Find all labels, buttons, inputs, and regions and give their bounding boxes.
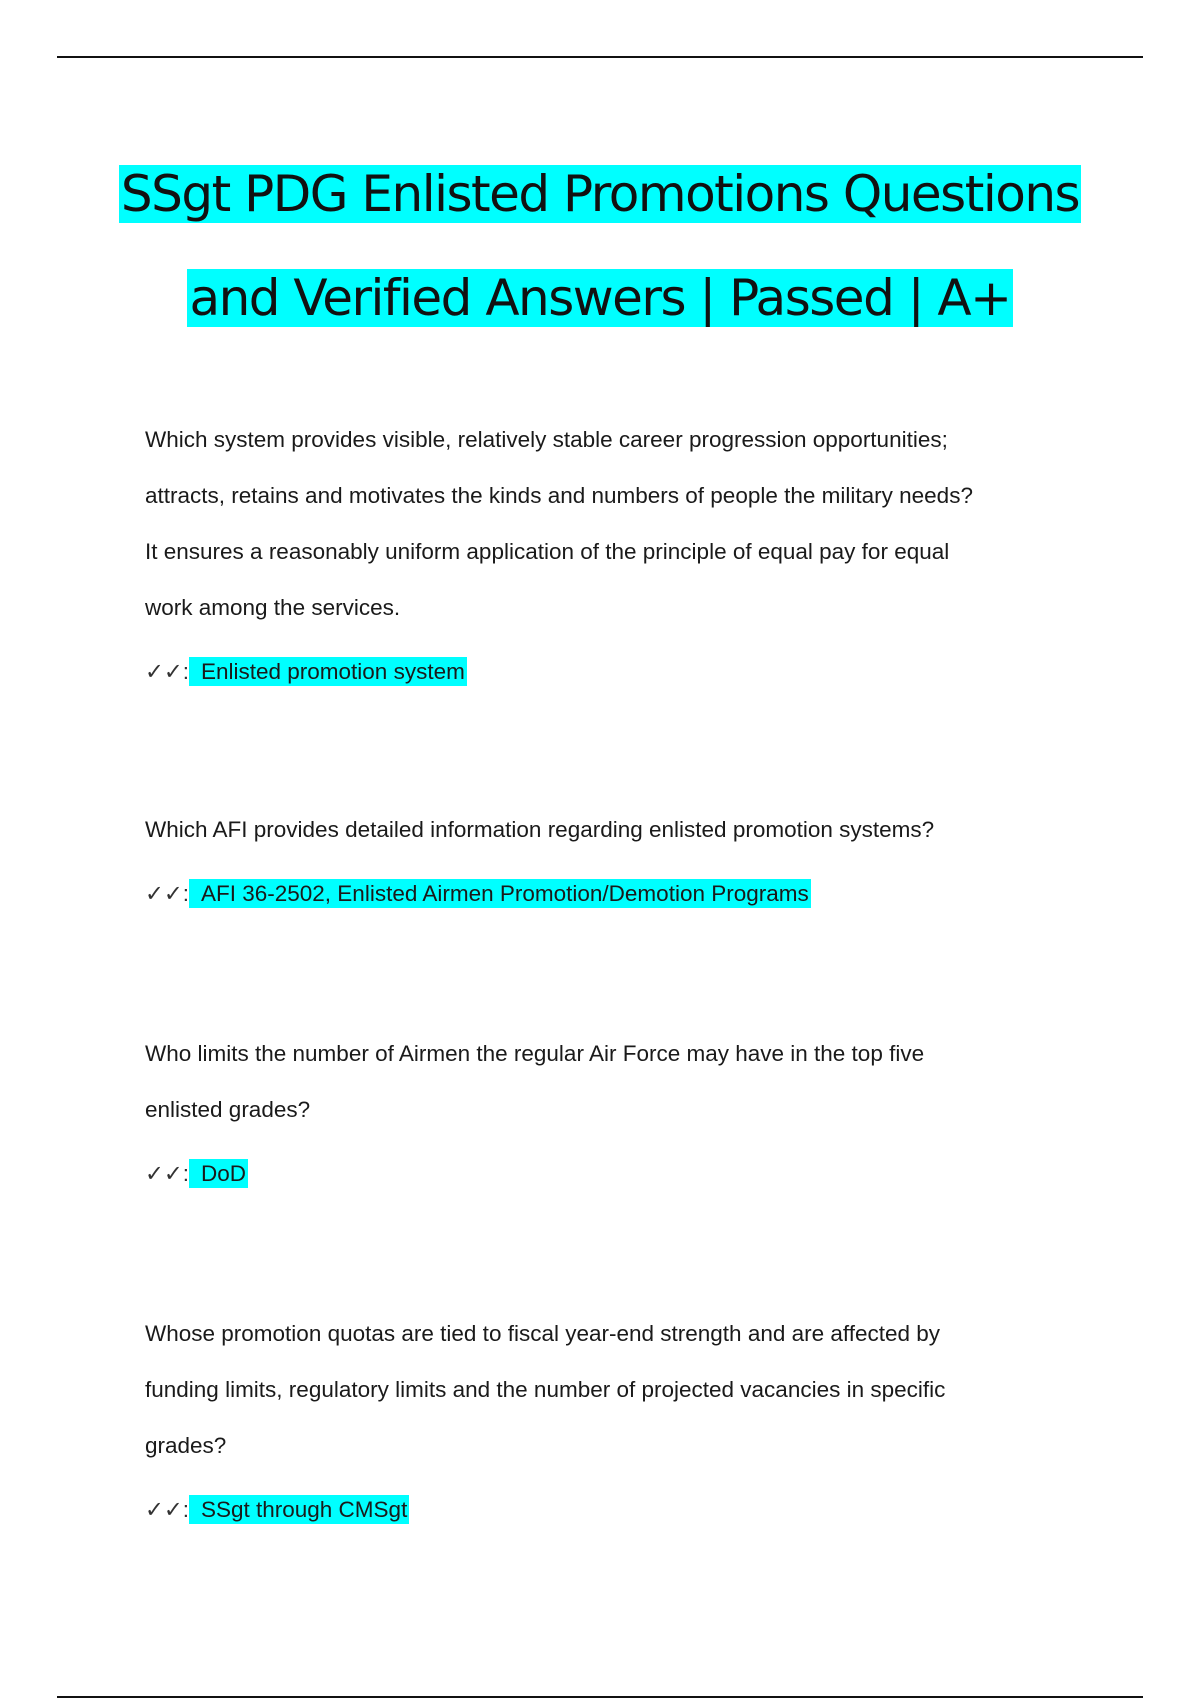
- double-check-icon: ✓✓:: [145, 659, 189, 684]
- title-line-2: and Verified Answers | Passed | A+: [189, 269, 1011, 327]
- qa-item: [145, 412, 1055, 692]
- question: [145, 412, 1055, 636]
- answer: [145, 652, 1055, 692]
- question: [145, 1306, 1055, 1474]
- answer-text: DoD: [189, 1159, 248, 1188]
- bottom-rule: [57, 1696, 1143, 1698]
- answer-text: SSgt through CMSgt: [189, 1495, 409, 1524]
- question: [145, 1026, 1055, 1138]
- double-check-icon: ✓✓:: [145, 881, 189, 906]
- question-line: grades?: [145, 1433, 227, 1458]
- double-check-icon: ✓✓:: [145, 1161, 189, 1186]
- document-title: [0, 142, 1200, 350]
- double-check-icon: ✓✓:: [145, 1497, 189, 1522]
- question-line: It ensures a reasonably uniform application of the principle of equal pay for equal: [145, 539, 950, 564]
- question-line: Who limits the number of Airmen the regular Air Force may have in the top five: [145, 1041, 925, 1066]
- qa-item: [145, 1026, 1055, 1194]
- question-line: enlisted grades?: [145, 1097, 311, 1122]
- title-line-1: SSgt PDG Enlisted Promotions Questions: [120, 165, 1080, 223]
- question-line: Which system provides visible, relatively stable career progression opportunities;: [145, 427, 948, 452]
- answer: [145, 874, 1055, 914]
- answer: [145, 1154, 1055, 1194]
- question-line: work among the services.: [145, 595, 401, 620]
- question-line: funding limits, regulatory limits and the number of projected vacancies in specific: [145, 1377, 946, 1402]
- question-line: Which AFI provides detailed information regarding enlisted promotion systems?: [145, 817, 935, 842]
- question: [145, 802, 1055, 858]
- question-line: attracts, retains and motivates the kinds and numbers of people the military needs?: [145, 483, 973, 508]
- question-line: Whose promotion quotas are tied to fiscal year-end strength and are affected by: [145, 1321, 941, 1346]
- answer-text: AFI 36-2502, Enlisted Airmen Promotion/Demotion Programs: [189, 879, 811, 908]
- answer: [145, 1490, 1055, 1530]
- top-rule: [57, 56, 1143, 58]
- qa-item: [145, 802, 1055, 914]
- qa-item: [145, 1306, 1055, 1530]
- answer-text: Enlisted promotion system: [189, 657, 467, 686]
